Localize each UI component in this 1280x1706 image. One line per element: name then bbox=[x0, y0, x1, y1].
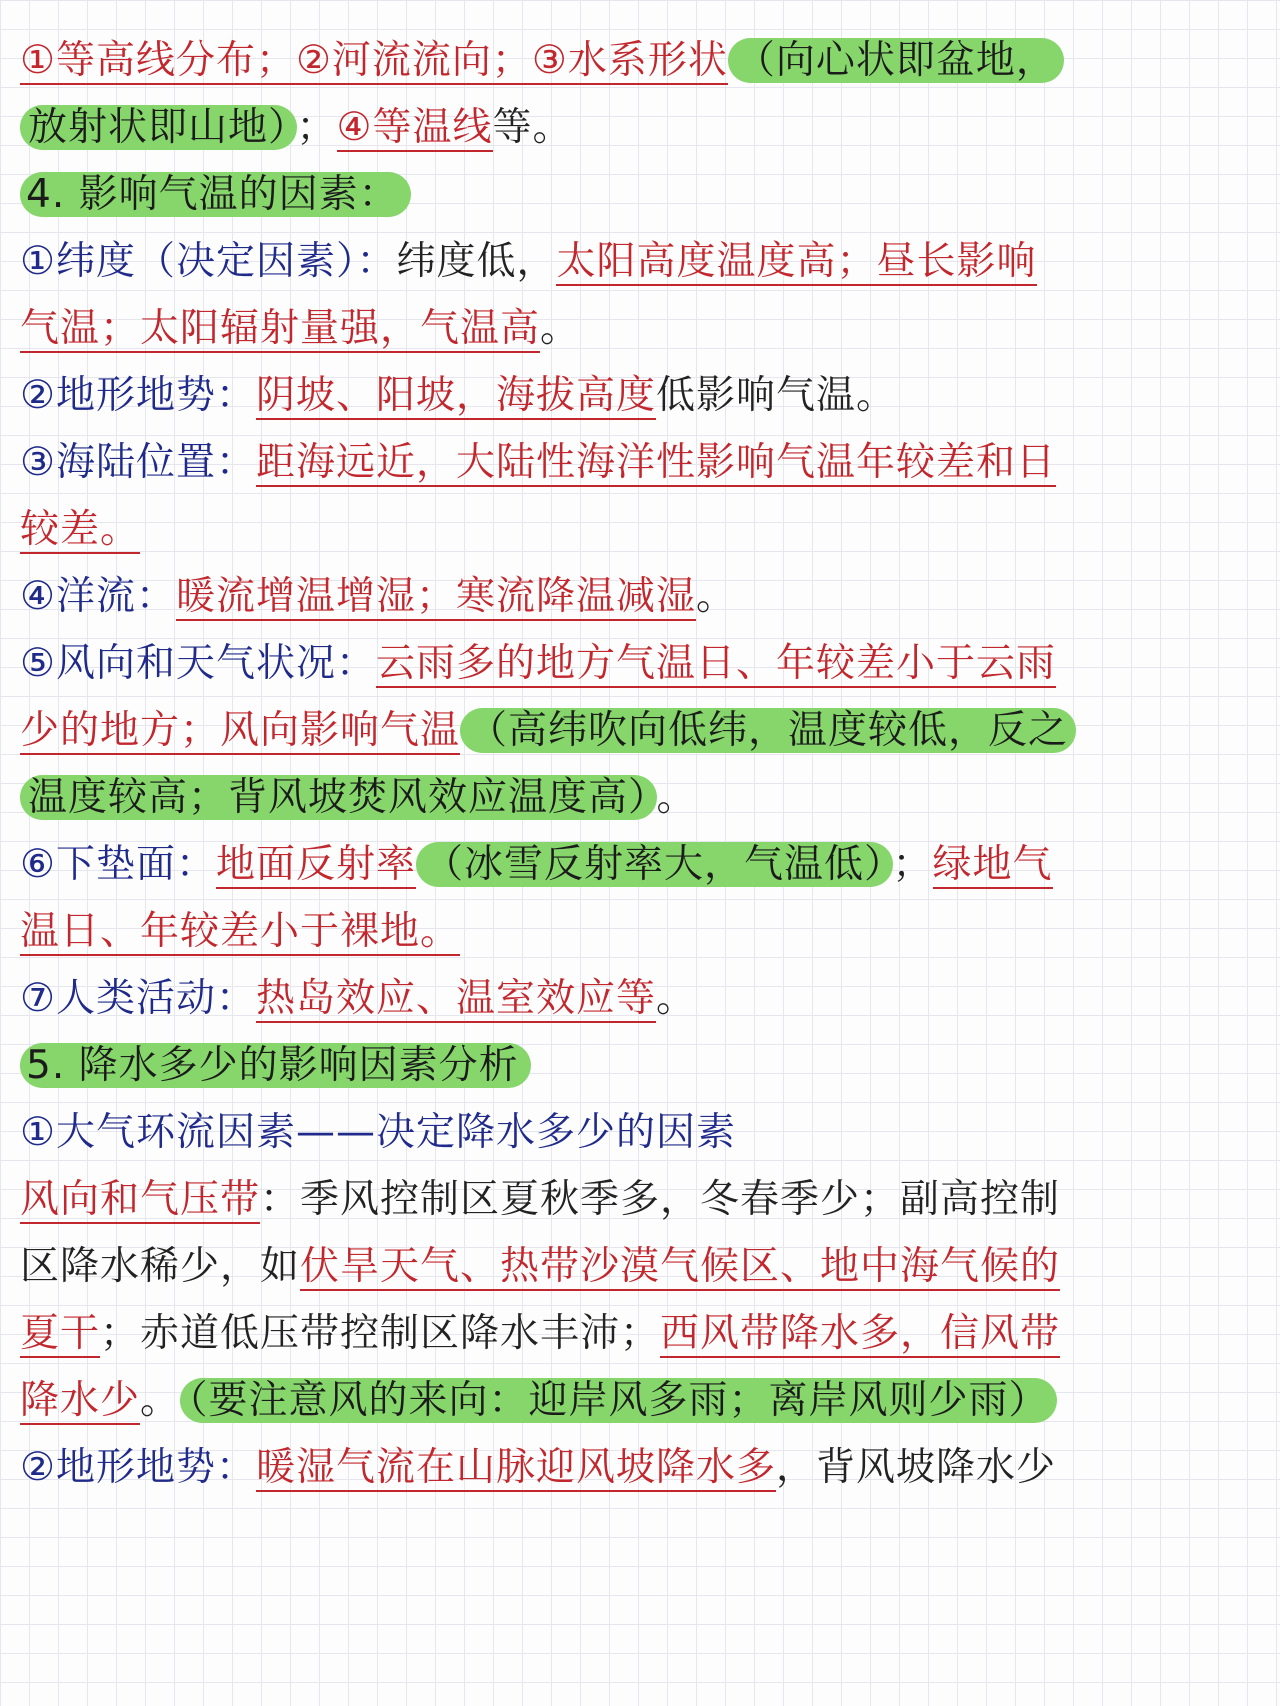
windward-detail: 暖湿气流在山脉迎风坡降水多 bbox=[255, 1445, 776, 1490]
line-10 bbox=[20, 633, 1260, 695]
highlight-ice-snow-note: （冰雪反射率大，气温低） bbox=[416, 842, 893, 887]
isotherm-text: ④等温线 bbox=[336, 105, 493, 150]
line-6 bbox=[20, 365, 1260, 427]
line-22 bbox=[20, 1437, 1260, 1499]
line-5 bbox=[20, 298, 1260, 360]
latitude-detail: 太阳高度温度高；昼长影响 bbox=[556, 239, 1037, 284]
factor-circulation-label: ①大气环流因素——决定降水多少的因素 bbox=[20, 1110, 736, 1155]
text-fragment: 纬度低， bbox=[396, 239, 557, 284]
factor-human-label: ⑦人类活动： bbox=[20, 976, 256, 1021]
land-sea-detail: 距海远近，大陆性海洋性影响气温年较差和日 bbox=[255, 440, 1056, 485]
text-fragment: 。 bbox=[656, 775, 697, 820]
summer-dry-term: 夏干 bbox=[20, 1311, 101, 1356]
monsoon-detail: ：季风控制区夏秋季多，冬春季少；副高控制 bbox=[260, 1177, 1061, 1222]
text-fragment: ； bbox=[296, 105, 337, 150]
line-21 bbox=[20, 1370, 1260, 1432]
factor-wind-weather-label: ⑤风向和天气状况： bbox=[20, 641, 376, 686]
line-11 bbox=[20, 700, 1260, 762]
wind-weather-detail: 云雨多的地方气温日、年较差小于云雨 bbox=[375, 641, 1056, 686]
westerlies-detail: 西风带降水多，信风带 bbox=[660, 1311, 1061, 1356]
highlight-basin: （向心状即盆地， bbox=[728, 38, 1064, 83]
factor-surface-label: ⑥下垫面： bbox=[20, 842, 216, 887]
section-5-heading: 5. 降水多少的影响因素分析 bbox=[20, 1043, 531, 1088]
greenland-detail: 绿地气 bbox=[932, 842, 1053, 887]
line-18 bbox=[20, 1169, 1260, 1231]
line-7 bbox=[20, 432, 1260, 494]
line-19 bbox=[20, 1236, 1260, 1298]
highlight-mountain: 放射状即山地） bbox=[20, 105, 297, 150]
equatorial-detail: ；赤道低压带控制区降水丰沛； bbox=[100, 1311, 661, 1356]
line-12 bbox=[20, 767, 1260, 829]
text-fragment: 。 bbox=[655, 976, 696, 1021]
line-17 bbox=[20, 1102, 1260, 1164]
factor-latitude-label: ①纬度（决定因素）： bbox=[20, 239, 397, 284]
wind-weather-detail-cont: 少的地方；风向影响气温 bbox=[20, 708, 461, 753]
highlight-wind-note: （高纬吹向低纬，温度较低，反之 bbox=[460, 708, 1076, 753]
line-8 bbox=[20, 499, 1260, 561]
line-14 bbox=[20, 901, 1260, 963]
terrain-clues-text: ①等高线分布；②河流流向；③水系形状 bbox=[20, 38, 728, 83]
line-3 bbox=[20, 164, 1260, 226]
text-fragment: 区降水稀少，如 bbox=[20, 1244, 301, 1289]
line-2 bbox=[20, 97, 1260, 159]
line-16 bbox=[20, 1035, 1260, 1097]
highlight-onshore-note: （要注意风的来向：迎岸风多雨；离岸风则少雨） bbox=[180, 1378, 1057, 1423]
line-13 bbox=[20, 834, 1260, 896]
text-fragment: 。 bbox=[140, 1378, 181, 1423]
factor-land-sea-label: ③海陆位置： bbox=[20, 440, 256, 485]
text-fragment: 等。 bbox=[492, 105, 573, 150]
current-detail: 暖流增温增湿；寒流降温减湿 bbox=[175, 574, 696, 619]
highlight-foehn-note: 温度较高；背风坡焚风效应温度高） bbox=[20, 775, 657, 820]
text-fragment: 。 bbox=[540, 306, 581, 351]
albedo-text: 地面反射率 bbox=[215, 842, 416, 887]
trade-wind-detail: 降水少 bbox=[20, 1378, 141, 1423]
greenland-detail-cont: 温日、年较差小于裸地。 bbox=[20, 909, 461, 954]
dry-climate-examples: 伏旱天气、热带沙漠气候区、地中海气候的 bbox=[300, 1244, 1061, 1289]
text-fragment: 。 bbox=[695, 574, 736, 619]
land-sea-detail-cont: 较差。 bbox=[20, 507, 141, 552]
latitude-detail-cont: 气温；太阳辐射量强，气温高 bbox=[20, 306, 541, 351]
leeward-detail: ，背风坡降水少 bbox=[775, 1445, 1056, 1490]
line-20 bbox=[20, 1303, 1260, 1365]
human-detail: 热岛效应、温室效应等 bbox=[255, 976, 656, 1021]
terrain-detail: 阴坡、阳坡，海拔高度 bbox=[255, 373, 656, 418]
wind-pressure-belt-term: 风向和气压带 bbox=[20, 1177, 261, 1222]
factor-terrain-label: ②地形地势： bbox=[20, 373, 256, 418]
factor-terrain-precip-label: ②地形地势： bbox=[20, 1445, 256, 1490]
line-15 bbox=[20, 968, 1260, 1030]
text-fragment: 低影响气温。 bbox=[655, 373, 896, 418]
text-fragment: ； bbox=[892, 842, 933, 887]
line-9 bbox=[20, 566, 1260, 628]
line-4 bbox=[20, 231, 1260, 293]
line-1 bbox=[20, 30, 1260, 92]
section-4-heading: 4. 影响气温的因素： bbox=[20, 172, 411, 217]
factor-current-label: ④洋流： bbox=[20, 574, 176, 619]
